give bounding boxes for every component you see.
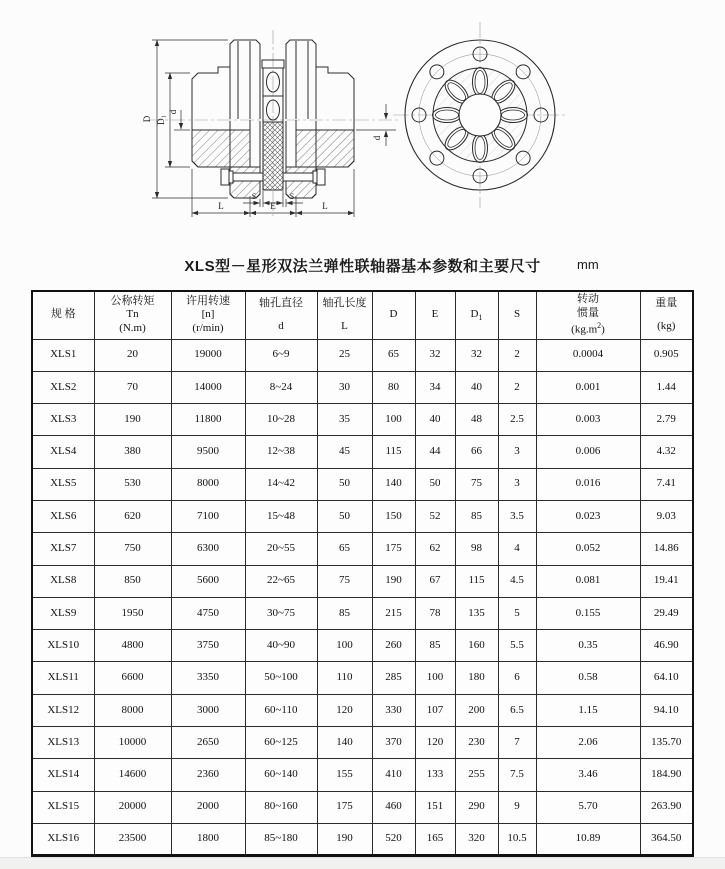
value-cell: 7100: [171, 500, 245, 532]
value-cell: 0.155: [536, 597, 640, 629]
value-cell: 0.003: [536, 404, 640, 436]
value-cell: 2: [498, 371, 536, 403]
value-cell: 0.0004: [536, 339, 640, 371]
value-cell: 155: [317, 759, 372, 791]
value-cell: 180: [455, 662, 498, 694]
value-cell: 40: [455, 371, 498, 403]
table-row: [32, 759, 693, 791]
value-cell: 15~48: [245, 500, 317, 532]
value-cell: 620: [94, 500, 171, 532]
value-cell: 6600: [94, 662, 171, 694]
value-cell: 85~180: [245, 823, 317, 855]
spec-cell: XLS10: [32, 630, 94, 662]
value-cell: 320: [455, 823, 498, 855]
value-cell: 4800: [94, 630, 171, 662]
value-cell: 6.5: [498, 694, 536, 726]
value-cell: 1800: [171, 823, 245, 855]
value-cell: 35: [317, 404, 372, 436]
value-cell: 85: [415, 630, 455, 662]
value-cell: 5.5: [498, 630, 536, 662]
value-cell: 40~90: [245, 630, 317, 662]
value-cell: 0.016: [536, 468, 640, 500]
value-cell: 98: [455, 533, 498, 565]
header-inertia: 转动 惯量 $(kg.m^2)$: [536, 291, 640, 339]
value-cell: 100: [317, 630, 372, 662]
value-cell: 175: [372, 533, 415, 565]
value-cell: 255: [455, 759, 498, 791]
dim-label-L-left: L: [218, 201, 224, 211]
value-cell: 9: [498, 791, 536, 823]
value-cell: 11800: [171, 404, 245, 436]
dim-label-d-right: d: [372, 135, 382, 141]
value-cell: 32: [415, 339, 455, 371]
section-view: [148, 30, 398, 216]
value-cell: 8~24: [245, 371, 317, 403]
header-D: D: [372, 291, 415, 339]
value-cell: 263.90: [640, 791, 693, 823]
value-cell: 4750: [171, 597, 245, 629]
header-D1: $D_1$: [455, 291, 498, 339]
dim-label-L-right: L: [322, 201, 328, 211]
spec-cell: XLS6: [32, 500, 94, 532]
spec-cell: XLS3: [32, 404, 94, 436]
value-cell: 22~65: [245, 565, 317, 597]
value-cell: 135: [455, 597, 498, 629]
star-petal: [473, 68, 488, 97]
value-cell: 34: [415, 371, 455, 403]
value-cell: 460: [372, 791, 415, 823]
value-cell: 44: [415, 436, 455, 468]
value-cell: 364.50: [640, 823, 693, 855]
value-cell: 23500: [94, 823, 171, 855]
value-cell: 8000: [171, 468, 245, 500]
value-cell: 9500: [171, 436, 245, 468]
spec-cell: XLS5: [32, 468, 94, 500]
value-cell: 6~9: [245, 339, 317, 371]
table-row: [32, 565, 693, 597]
spec-cell: XLS4: [32, 436, 94, 468]
value-cell: 380: [94, 436, 171, 468]
value-cell: 0.35: [536, 630, 640, 662]
right-hub-section-hatch: [296, 130, 354, 167]
value-cell: 25: [317, 339, 372, 371]
table-row: [32, 533, 693, 565]
value-cell: 3: [498, 436, 536, 468]
value-cell: 14600: [94, 759, 171, 791]
value-cell: 29.49: [640, 597, 693, 629]
value-cell: 0.006: [536, 436, 640, 468]
table-row: [32, 694, 693, 726]
value-cell: 0.052: [536, 533, 640, 565]
value-cell: 184.90: [640, 759, 693, 791]
value-cell: 14~42: [245, 468, 317, 500]
value-cell: 6: [498, 662, 536, 694]
value-cell: 190: [317, 823, 372, 855]
value-cell: 0.023: [536, 500, 640, 532]
value-cell: 230: [455, 727, 498, 759]
dim-label-S-right: S: [289, 192, 295, 201]
value-cell: 110: [317, 662, 372, 694]
value-cell: 94.10: [640, 694, 693, 726]
value-cell: 5: [498, 597, 536, 629]
value-cell: 12~38: [245, 436, 317, 468]
value-cell: 4: [498, 533, 536, 565]
technical-drawing: [0, 0, 725, 245]
spec-cell: XLS11: [32, 662, 94, 694]
value-cell: 3: [498, 468, 536, 500]
dim-label-d-left: d: [168, 109, 178, 115]
value-cell: 66: [455, 436, 498, 468]
value-cell: 20~55: [245, 533, 317, 565]
value-cell: 64.10: [640, 662, 693, 694]
header-bore-length: 轴孔长度 L: [317, 291, 372, 339]
table-row: [32, 371, 693, 403]
table-row: [32, 597, 693, 629]
value-cell: 50: [317, 468, 372, 500]
dim-label-E: E: [270, 201, 276, 211]
value-cell: 60~125: [245, 727, 317, 759]
value-cell: 115: [372, 436, 415, 468]
value-cell: 107: [415, 694, 455, 726]
left-hub-section-hatch: [192, 130, 250, 167]
table-row: [32, 823, 693, 855]
value-cell: 190: [372, 565, 415, 597]
value-cell: 2650: [171, 727, 245, 759]
header-spec: 规 格: [32, 291, 94, 339]
value-cell: 3.46: [536, 759, 640, 791]
value-cell: 40: [415, 404, 455, 436]
value-cell: 5600: [171, 565, 245, 597]
value-cell: 75: [455, 468, 498, 500]
spec-cell: XLS16: [32, 823, 94, 855]
value-cell: 2: [498, 339, 536, 371]
value-cell: 3750: [171, 630, 245, 662]
value-cell: 30~75: [245, 597, 317, 629]
spec-cell: XLS2: [32, 371, 94, 403]
value-cell: 46.90: [640, 630, 693, 662]
value-cell: 4.5: [498, 565, 536, 597]
value-cell: 14000: [171, 371, 245, 403]
header-weight: 重量 (kg): [640, 291, 693, 339]
value-cell: 215: [372, 597, 415, 629]
value-cell: 1.44: [640, 371, 693, 403]
value-cell: 78: [415, 597, 455, 629]
table-row: [32, 436, 693, 468]
table-row: [32, 404, 693, 436]
value-cell: 520: [372, 823, 415, 855]
value-cell: 3350: [171, 662, 245, 694]
value-cell: 1.15: [536, 694, 640, 726]
parameter-table: [31, 290, 694, 857]
value-cell: 120: [317, 694, 372, 726]
header-torque: 公称转矩 Tn (N.m): [94, 291, 171, 339]
value-cell: 100: [415, 662, 455, 694]
value-cell: 2.06: [536, 727, 640, 759]
value-cell: 10.89: [536, 823, 640, 855]
spec-cell: XLS15: [32, 791, 94, 823]
value-cell: 140: [372, 468, 415, 500]
value-cell: 65: [372, 339, 415, 371]
center-bore-circle: [459, 94, 501, 136]
value-cell: 85: [317, 597, 372, 629]
header-speed: 许用转速 [n] (r/min): [171, 291, 245, 339]
value-cell: 14.86: [640, 533, 693, 565]
spec-cell: XLS14: [32, 759, 94, 791]
dim-label-S-left: S: [251, 192, 257, 201]
value-cell: 290: [455, 791, 498, 823]
value-cell: 48: [455, 404, 498, 436]
value-cell: 3.5: [498, 500, 536, 532]
table-row: [32, 727, 693, 759]
value-cell: 165: [415, 823, 455, 855]
table-body: [32, 339, 693, 856]
spec-cell: XLS12: [32, 694, 94, 726]
table-header: [32, 291, 693, 339]
value-cell: 60~110: [245, 694, 317, 726]
dim-label-D: D: [142, 115, 152, 123]
value-cell: 50: [317, 500, 372, 532]
value-cell: 50: [415, 468, 455, 500]
value-cell: 285: [372, 662, 415, 694]
value-cell: 7.5: [498, 759, 536, 791]
value-cell: 120: [415, 727, 455, 759]
value-cell: 80: [372, 371, 415, 403]
value-cell: 20: [94, 339, 171, 371]
table-row: [32, 339, 693, 371]
value-cell: 30: [317, 371, 372, 403]
value-cell: 850: [94, 565, 171, 597]
value-cell: 6300: [171, 533, 245, 565]
value-cell: 70: [94, 371, 171, 403]
value-cell: 3000: [171, 694, 245, 726]
value-cell: 50~100: [245, 662, 317, 694]
value-cell: 260: [372, 630, 415, 662]
spec-cell: XLS9: [32, 597, 94, 629]
table-row: [32, 500, 693, 532]
value-cell: 330: [372, 694, 415, 726]
value-cell: 151: [415, 791, 455, 823]
unit-label: mm: [577, 257, 599, 272]
value-cell: 9.03: [640, 500, 693, 532]
value-cell: 8000: [94, 694, 171, 726]
value-cell: 85: [455, 500, 498, 532]
value-cell: 150: [372, 500, 415, 532]
value-cell: 4.32: [640, 436, 693, 468]
value-cell: 0.905: [640, 339, 693, 371]
value-cell: 80~160: [245, 791, 317, 823]
table-row: [32, 662, 693, 694]
value-cell: 62: [415, 533, 455, 565]
value-cell: 10.5: [498, 823, 536, 855]
value-cell: 65: [317, 533, 372, 565]
value-cell: 200: [455, 694, 498, 726]
value-cell: 19000: [171, 339, 245, 371]
value-cell: 410: [372, 759, 415, 791]
table-row: [32, 468, 693, 500]
value-cell: 530: [94, 468, 171, 500]
value-cell: 160: [455, 630, 498, 662]
header-E: E: [415, 291, 455, 339]
header-bore-diameter: 轴孔直径 d: [245, 291, 317, 339]
value-cell: 5.70: [536, 791, 640, 823]
value-cell: 115: [455, 565, 498, 597]
value-cell: 7.41: [640, 468, 693, 500]
value-cell: 75: [317, 565, 372, 597]
value-cell: 2360: [171, 759, 245, 791]
value-cell: 60~140: [245, 759, 317, 791]
spec-cell: XLS8: [32, 565, 94, 597]
header-S: S: [498, 291, 536, 339]
table-row: [32, 630, 693, 662]
value-cell: 10~28: [245, 404, 317, 436]
value-cell: 20000: [94, 791, 171, 823]
value-cell: 2.5: [498, 404, 536, 436]
table-row: [32, 791, 693, 823]
value-cell: 7: [498, 727, 536, 759]
value-cell: 2000: [171, 791, 245, 823]
value-cell: 0.001: [536, 371, 640, 403]
value-cell: 32: [455, 339, 498, 371]
page-title: XLS型－星形双法兰弹性联轴器基本参数和主要尺寸: [184, 258, 541, 275]
value-cell: 0.58: [536, 662, 640, 694]
value-cell: 370: [372, 727, 415, 759]
value-cell: 135.70: [640, 727, 693, 759]
value-cell: 140: [317, 727, 372, 759]
spec-cell: XLS7: [32, 533, 94, 565]
value-cell: 10000: [94, 727, 171, 759]
value-cell: 750: [94, 533, 171, 565]
front-view: [393, 22, 567, 208]
page-bottom-edge: [0, 857, 725, 869]
value-cell: 2.79: [640, 404, 693, 436]
value-cell: 19.41: [640, 565, 693, 597]
spec-cell: XLS13: [32, 727, 94, 759]
star-element-section-hatch: [263, 122, 283, 190]
value-cell: 190: [94, 404, 171, 436]
value-cell: 0.081: [536, 565, 640, 597]
value-cell: 175: [317, 791, 372, 823]
spec-cell: XLS1: [32, 339, 94, 371]
title-row: [0, 255, 725, 277]
value-cell: 133: [415, 759, 455, 791]
value-cell: 1950: [94, 597, 171, 629]
coupling-drawing-svg: [0, 0, 725, 245]
dim-label-D1: D1: [156, 115, 168, 125]
value-cell: 52: [415, 500, 455, 532]
value-cell: 100: [372, 404, 415, 436]
value-cell: 67: [415, 565, 455, 597]
value-cell: 45: [317, 436, 372, 468]
